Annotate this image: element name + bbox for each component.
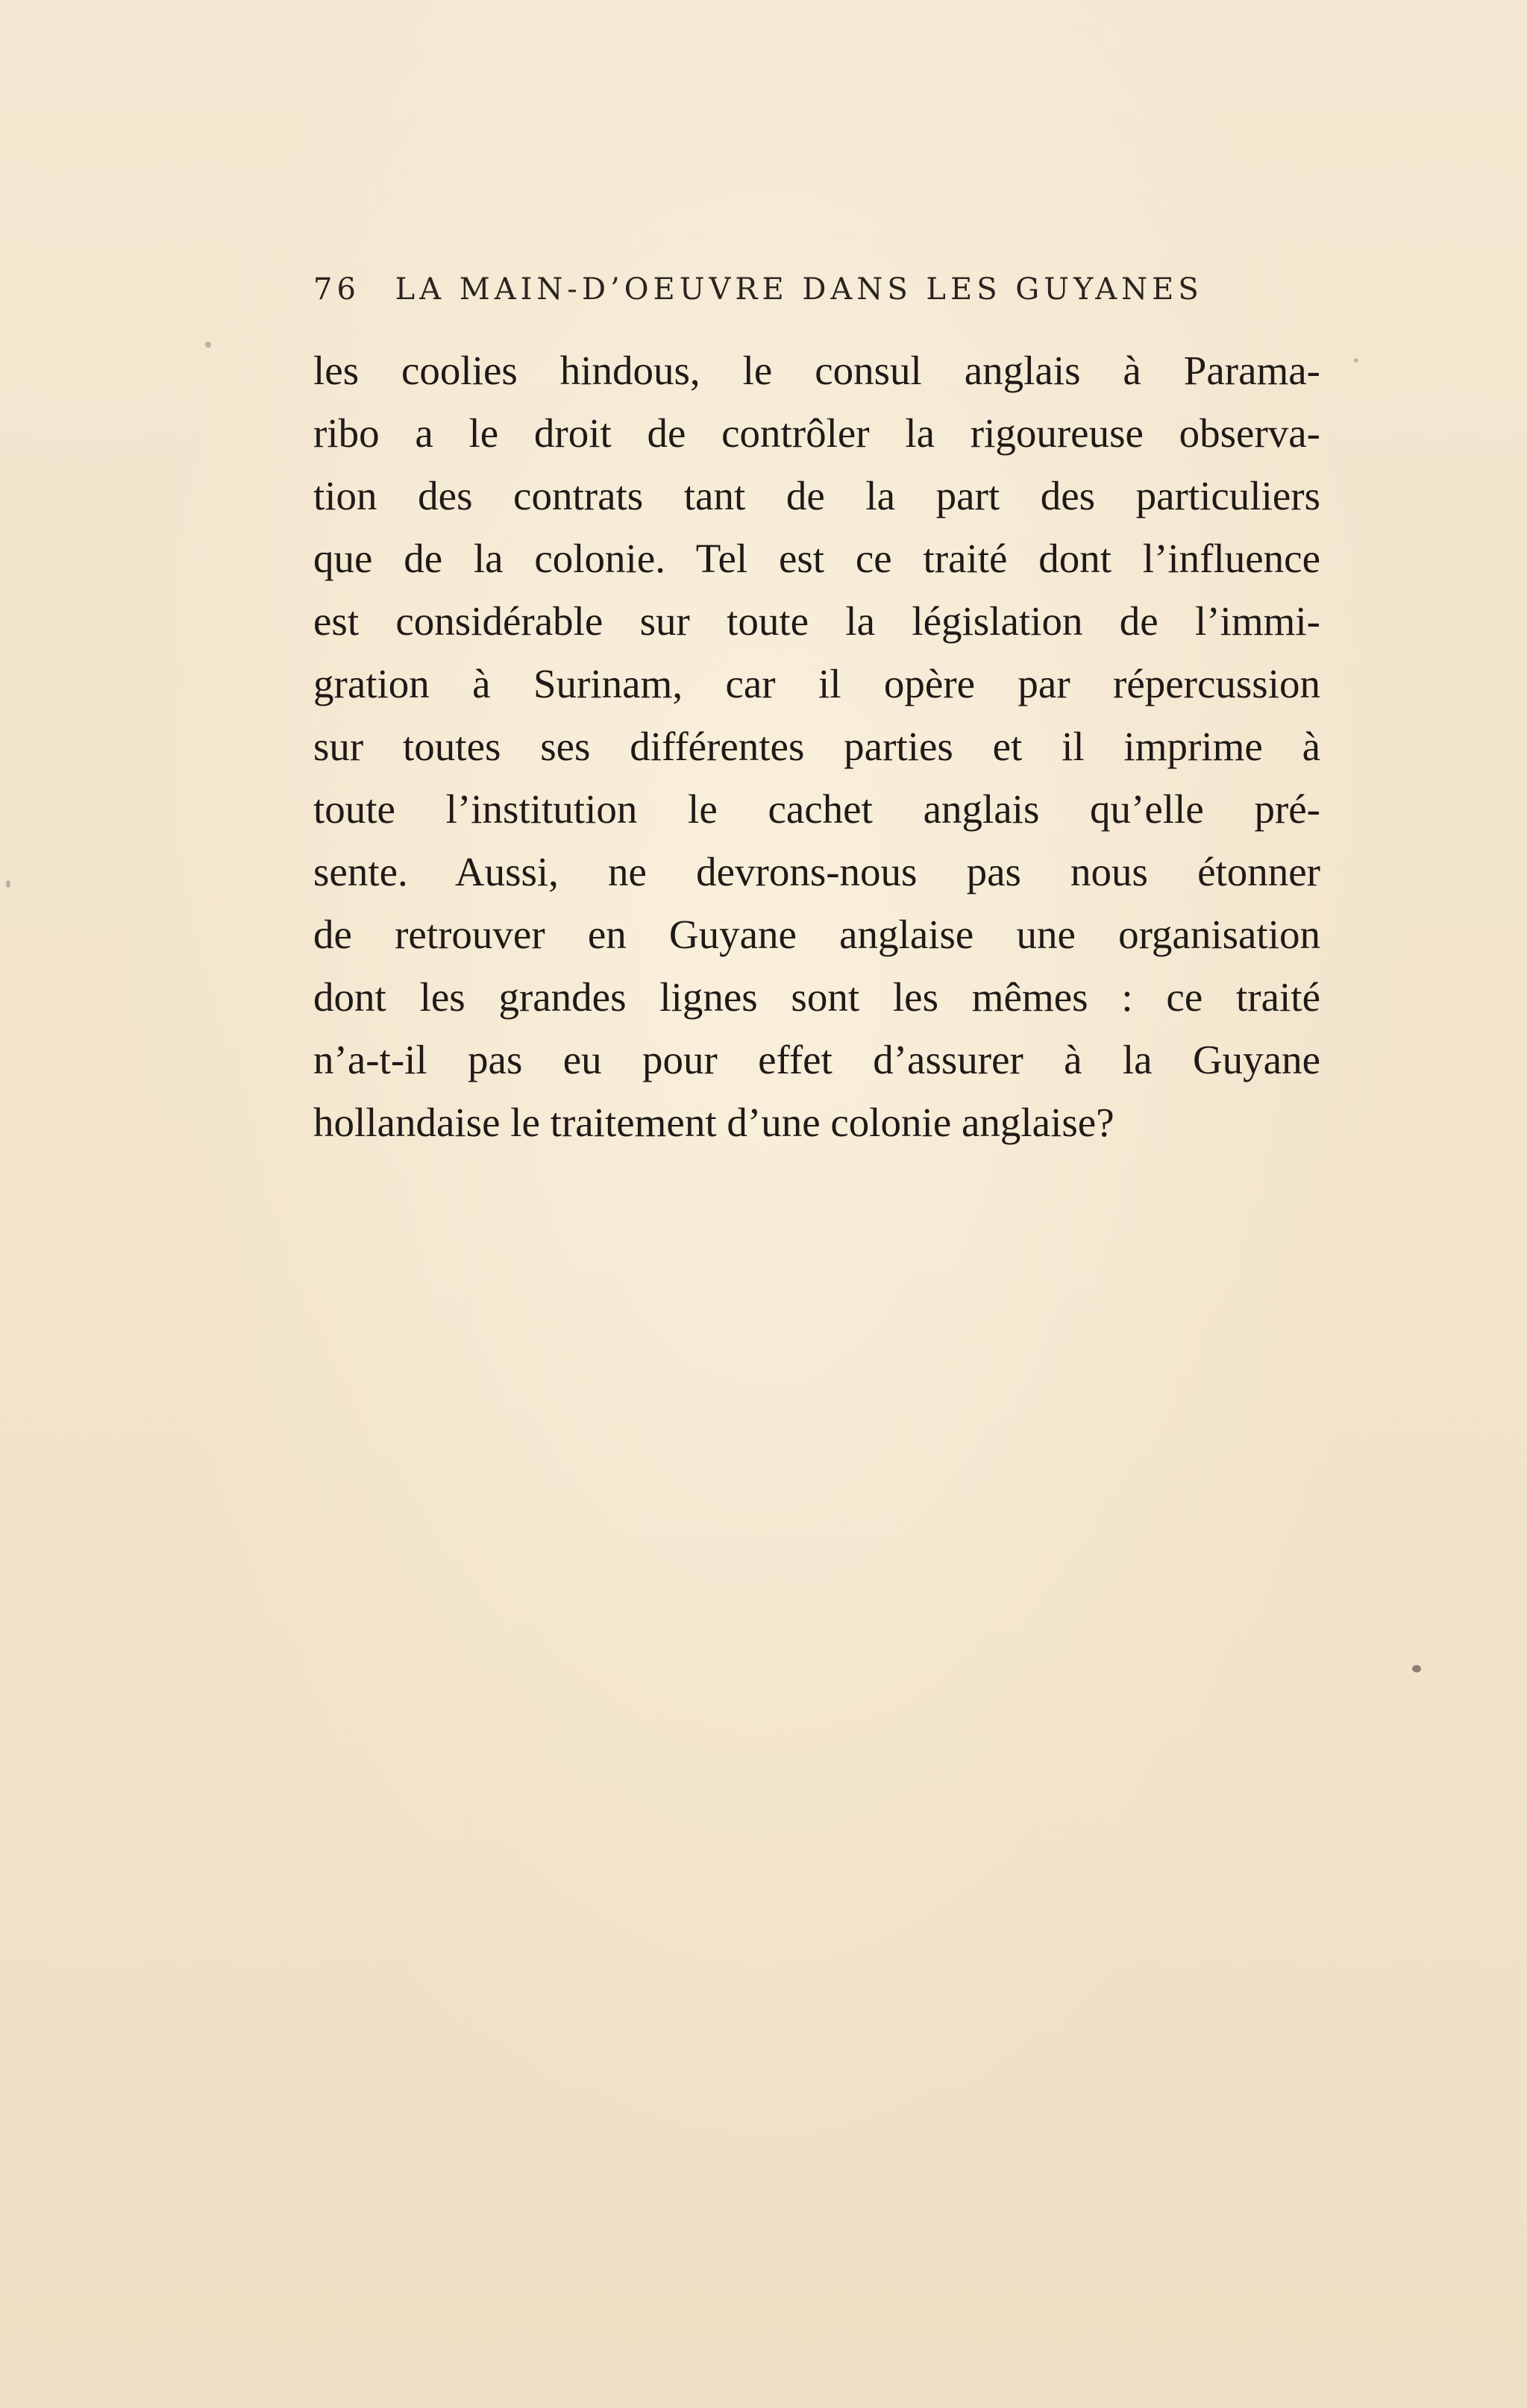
- running-header: [313, 272, 1320, 324]
- text-line: est considérable sur toute la législation de l’immi-: [313, 598, 1320, 644]
- running-title: LA MAIN-D’OEUVRE DANS LES GUYANES: [395, 272, 1203, 307]
- text-line: hollandaise le traitement d’une colonie anglaise?: [313, 1100, 1114, 1145]
- page-number: 76: [313, 272, 360, 307]
- text-line: gration à Surinam, car il opère par répercussion: [313, 661, 1320, 706]
- paper-speck: [1412, 1665, 1421, 1672]
- text-line: ribo a le droit de contrôler la rigoureuse observa-: [313, 410, 1320, 456]
- text-line: n’a-t-il pas eu pour effet d’assurer à la Guyane: [313, 1037, 1320, 1082]
- text-line: sente. Aussi, ne devrons-nous pas nous étonner: [313, 849, 1320, 894]
- text-line: toute l’institution le cachet anglais qu’elle pré-: [313, 786, 1320, 832]
- text-line: sur toutes ses différentes parties et il imprime à: [313, 724, 1320, 769]
- body-paragraph: [313, 339, 1320, 1154]
- text-line: que de la colonie. Tel est ce traité dont l’influence: [313, 536, 1320, 581]
- text-line: les coolies hindous, le consul anglais à Parama-: [313, 348, 1320, 393]
- text-line: de retrouver en Guyane anglaise une organisation: [313, 912, 1320, 957]
- paper-speck: [205, 342, 211, 348]
- paper-speck: [1354, 358, 1358, 363]
- paper-speck: [6, 880, 10, 888]
- text-line: tion des contrats tant de la part des particuliers: [313, 473, 1320, 518]
- text-line: dont les grandes lignes sont les mêmes : ce traité: [313, 974, 1320, 1020]
